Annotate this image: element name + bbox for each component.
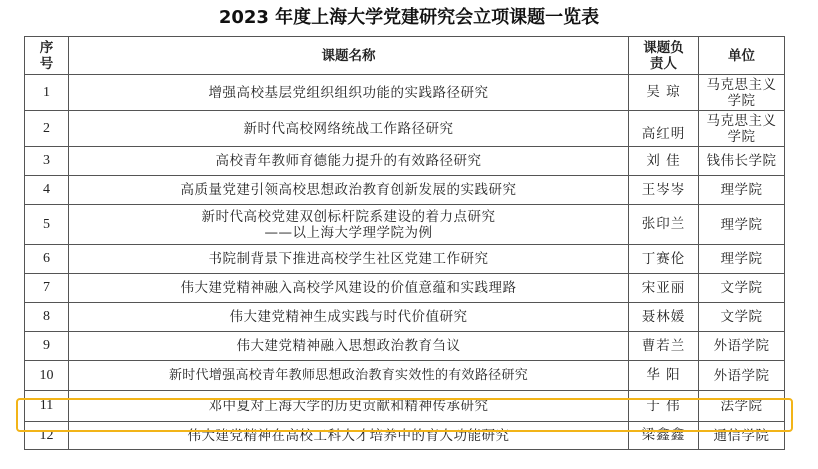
row-topic-line2: ——以上海大学理学院为例 — [264, 224, 433, 241]
row-unit: 理学院 — [699, 176, 785, 205]
row-leader: 曹若兰 — [629, 332, 699, 361]
table-row — [25, 274, 785, 303]
row-leader: 丁赛伦 — [629, 245, 699, 274]
row-leader: 宋亚丽 — [629, 274, 699, 303]
row-leader: 吴 琼 — [629, 75, 699, 111]
row-topic: 邓中夏对上海大学的历史贡献和精神传承研究 — [69, 391, 629, 422]
row-index: 1 — [25, 75, 69, 111]
row-leader: 王岑岑 — [629, 176, 699, 205]
page-title: 2023 年度上海大学党建研究会立项课题一览表 — [218, 7, 600, 28]
row-topic: 伟大建党精神融入高校学风建设的价值意蕴和实践理路 — [69, 274, 629, 303]
row-unit: 通信学院 — [699, 422, 785, 450]
row-leader: 于 伟 — [629, 391, 699, 422]
header-topic: 课题名称 — [69, 37, 629, 75]
table-row — [25, 245, 785, 274]
table-row — [25, 303, 785, 332]
row-unit: 外语学院 — [699, 361, 785, 391]
row-index: 6 — [25, 245, 69, 274]
table-row — [25, 176, 785, 205]
row-unit: 理学院 — [699, 245, 785, 274]
row-index: 11 — [25, 391, 69, 422]
row-topic-line1: 新时代高校党建双创标杆院系建设的着力点研究 — [201, 208, 496, 225]
row-topic: 增强高校基层党组织组织功能的实践路径研究 — [69, 75, 629, 111]
row-index: 2 — [25, 111, 69, 147]
row-unit: 马克思主义学院 — [699, 75, 785, 111]
row-leader: 聂林媛 — [629, 303, 699, 332]
row-unit: 文学院 — [699, 303, 785, 332]
row-leader: 梁鑫鑫 — [629, 422, 699, 450]
table-row — [25, 75, 785, 111]
header-row — [25, 37, 785, 75]
row-leader: 华 阳 — [629, 361, 699, 391]
project-table — [24, 36, 785, 450]
row-topic: 新时代增强高校青年教师思想政治教育实效性的有效路径研究 — [69, 361, 629, 391]
row-topic — [69, 205, 629, 245]
table-row — [25, 111, 785, 147]
table-row — [25, 205, 785, 245]
row-leader: 高红明 — [629, 111, 699, 147]
row-unit: 理学院 — [699, 205, 785, 245]
row-index: 7 — [25, 274, 69, 303]
table-row — [25, 391, 785, 422]
row-index: 10 — [25, 361, 69, 391]
row-index: 9 — [25, 332, 69, 361]
row-unit: 文学院 — [699, 274, 785, 303]
row-index: 12 — [25, 422, 69, 450]
row-topic: 书院制背景下推进高校学生社区党建工作研究 — [69, 245, 629, 274]
row-leader: 张印兰 — [629, 205, 699, 245]
row-index: 5 — [25, 205, 69, 245]
header-unit: 单位 — [699, 37, 785, 75]
table-row — [25, 147, 785, 176]
row-topic: 新时代高校网络统战工作路径研究 — [69, 111, 629, 147]
row-leader: 刘 佳 — [629, 147, 699, 176]
header-index: 序号 — [25, 37, 69, 75]
row-topic: 高质量党建引领高校思想政治教育创新发展的实践研究 — [69, 176, 629, 205]
row-unit: 外语学院 — [699, 332, 785, 361]
row-unit: 钱伟长学院 — [699, 147, 785, 176]
row-index: 4 — [25, 176, 69, 205]
header-leader: 课题负责人 — [629, 37, 699, 75]
row-topic: 伟大建党精神生成实践与时代价值研究 — [69, 303, 629, 332]
row-topic: 高校青年教师育德能力提升的有效路径研究 — [69, 147, 629, 176]
row-index: 8 — [25, 303, 69, 332]
row-index: 3 — [25, 147, 69, 176]
row-unit: 马克思主义学院 — [699, 111, 785, 147]
table-row — [25, 332, 785, 361]
table-row — [25, 422, 785, 450]
table-row — [25, 361, 785, 391]
row-topic: 伟大建党精神融入思想政治教育刍议 — [69, 332, 629, 361]
row-unit: 法学院 — [699, 391, 785, 422]
row-topic: 伟大建党精神在高校工科人才培养中的育人功能研究 — [69, 422, 629, 450]
